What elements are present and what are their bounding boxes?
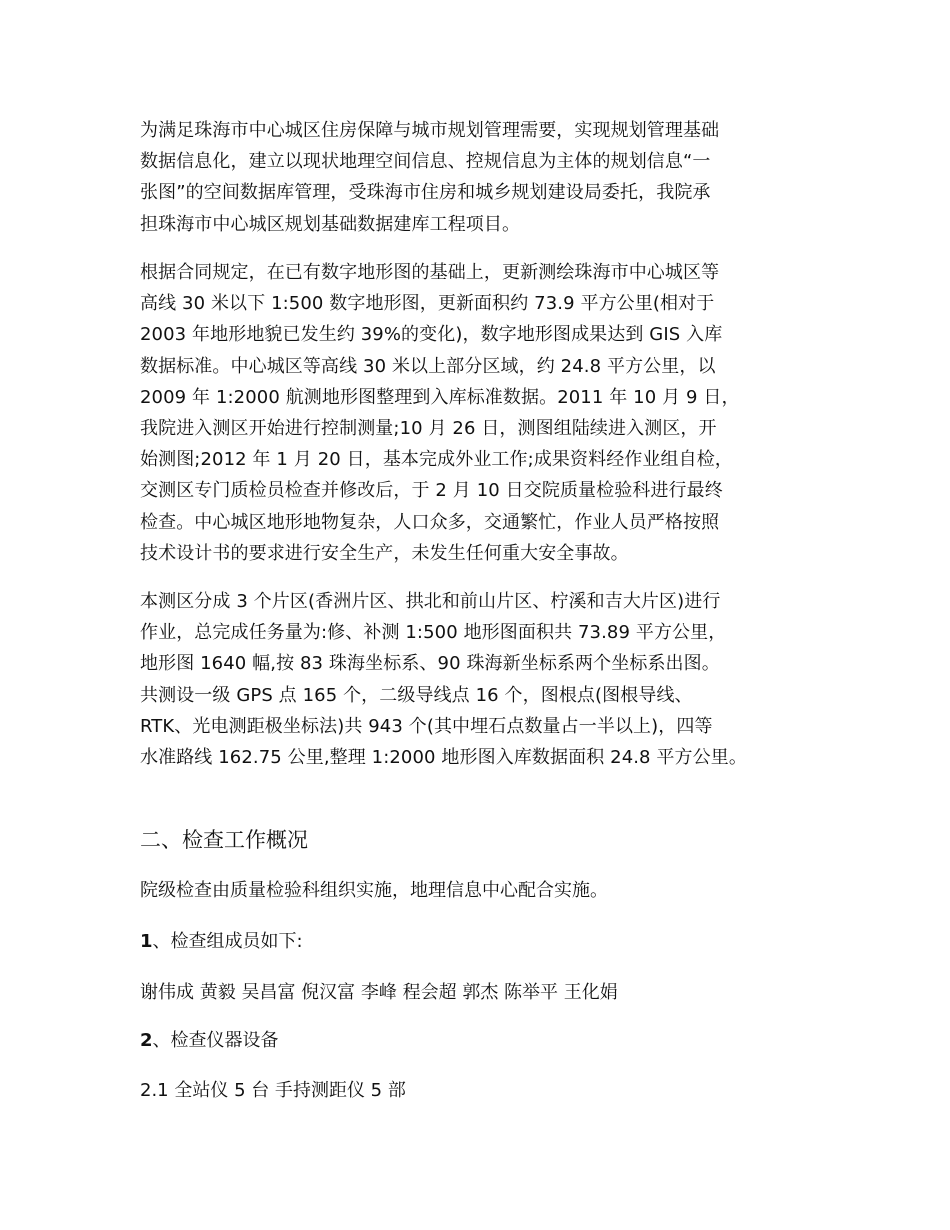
- equipment-detail: 2.1 全站仪 5 台 手持测距仪 5 部: [140, 1080, 406, 1101]
- text-line: 地形图 1640 幅,按 83 珠海坐标系、90 珠海新坐标系两个坐标系出图。: [140, 653, 720, 675]
- text-line: 始测图;2012 年 1 月 20 日，基本完成外业工作;成果资料经作业组自检，: [140, 449, 733, 471]
- paragraph-workload: [140, 586, 820, 773]
- list-item-inspection-team: [140, 928, 303, 956]
- text-line: 数据标准。中心城区等高线 30 米以上部分区域，约 24.8 平方公里，以: [140, 355, 716, 377]
- text-line: 技术设计书的要求进行安全生产，未发生任何重大安全事故。: [140, 542, 629, 564]
- text-line: 2009 年 1:2000 航测地形图整理到入库标准数据。2011 年 10 月 9 日，: [140, 386, 740, 408]
- text-line: 张图”的空间数据库管理，受珠海市住房和城乡规划建设局委托，我院承: [140, 182, 711, 204]
- text-line: 为满足珠海市中心城区住房保障与城市规划管理需要，实现规划管理基础: [140, 120, 720, 141]
- list-number: 1: [140, 931, 153, 952]
- text-line: 2003 年地形地貌已发生约 39%的变化)，数字地形图成果达到 GIS 入库: [140, 324, 723, 346]
- text-line: 本测区分成 3 个片区(香洲片区、拱北和前山片区、柠溪和吉大片区)进行: [140, 591, 721, 612]
- text-line: 根据合同规定，在已有数字地形图的基础上，更新测绘珠海市中心城区等: [140, 262, 720, 283]
- text-line: 水准路线 162.75 公里,整理 1:2000 地形图入库数据面积 24.8 平方公里。: [140, 747, 747, 769]
- list-text: 、检查仪器设备: [152, 1030, 279, 1051]
- text-line: 检查。中心城区地形地物复杂，人口众多，交通繁忙，作业人员严格按照: [140, 511, 720, 533]
- text-line: 数据信息化，建立以现状地理空间信息、控规信息为主体的规划信息“一: [140, 151, 711, 173]
- text-line: RTK、光电测距极坐标法)共 943 个(其中埋石点数量占一半以上)，四等: [140, 715, 713, 737]
- paragraph-project-background: [140, 115, 820, 240]
- list-number: 2: [140, 1030, 153, 1051]
- text-line: 我院进入测区开始进行控制测量;10 月 26 日，测图组陆续进入测区，开: [140, 418, 717, 440]
- section-heading: 二、检查工作概况: [140, 828, 308, 852]
- list-item-equipment: [140, 1027, 279, 1055]
- text-line: 共测设一级 GPS 点 165 个，二级导线点 16 个，图根点(图根导线、: [140, 684, 693, 706]
- text-line: 担珠海市中心城区规划基础数据建库工程项目。: [140, 213, 521, 235]
- paragraph-contract-scope: [140, 257, 820, 569]
- text-line: 交测区专门质检员检查并修改后，于 2 月 10 日交院质量检验科进行最终: [140, 480, 723, 502]
- text-line: 作业，总完成任务量为:修、补测 1:500 地形图面积共 73.89 平方公里，: [140, 622, 727, 644]
- list-text: 、检查组成员如下:: [152, 931, 303, 952]
- member-list: 谢伟成 黄毅 吴昌富 倪汉富 李峰 程会超 郭杰 陈举平 王化娟: [140, 982, 618, 1003]
- text-line: 高线 30 米以下 1:500 数字地形图，更新面积约 73.9 平方公里(相对于: [140, 293, 715, 315]
- section-intro: 院级检查由质量检验科组织实施，地理信息中心配合实施。: [140, 880, 608, 901]
